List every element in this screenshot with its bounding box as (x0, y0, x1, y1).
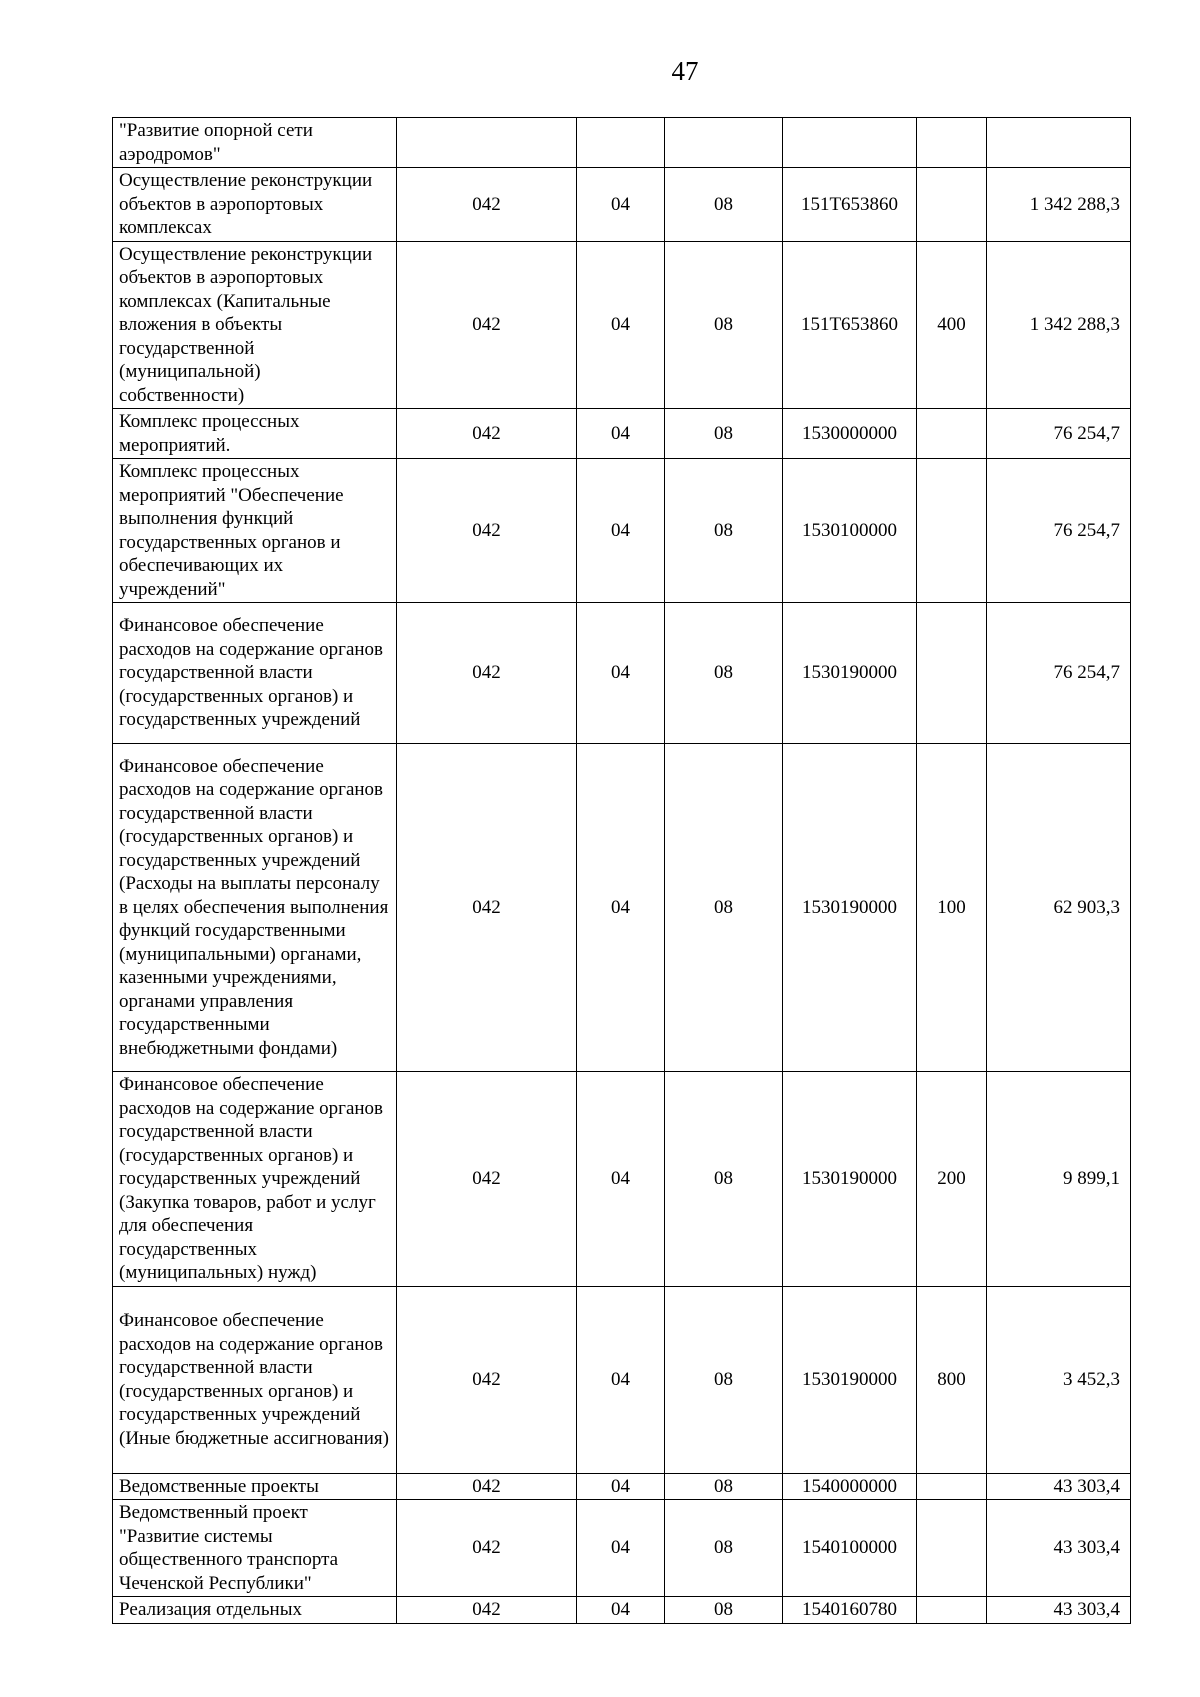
item-name-cell: Комплекс процессных мероприятий. (113, 409, 397, 459)
section-code-cell: 04 (577, 1473, 665, 1500)
expense-type-cell: 100 (917, 744, 987, 1072)
table-row (113, 1473, 1131, 1500)
table-row (113, 1286, 1131, 1473)
subsection-code-cell: 08 (665, 744, 783, 1072)
item-name-cell: Финансовое обеспечение расходов на содержание органов государственной власти (государственных органов) и государственных учреждений (Расходы на выплаты персоналу в целях обеспечения выполнения функций государственными (муниципальными) органами, казенными учреждениями, органами управления государственными внебюджетными фондами) (113, 744, 397, 1072)
subsection-code-cell: 08 (665, 241, 783, 409)
expense-type-cell (917, 1597, 987, 1624)
expense-type-cell: 400 (917, 241, 987, 409)
table-row (113, 168, 1131, 242)
table-row (113, 409, 1131, 459)
item-name-cell: "Развитие опорной сети аэродромов" (113, 118, 397, 168)
page-number: 47 (671, 56, 699, 86)
item-name-cell: Осуществление реконструкции объектов в аэропортовых комплексах (Капитальные вложения в объекты государственной (муниципальной) собственности) (113, 241, 397, 409)
item-name-cell: Финансовое обеспечение расходов на содержание органов государственной власти (государственных органов) и государственных учреждений (Закупка товаров, работ и услуг для обеспечения государственных (муниципальных) нужд) (113, 1072, 397, 1287)
target-article-cell: 1530190000 (783, 603, 917, 744)
table-row (113, 1072, 1131, 1287)
item-name-cell: Финансовое обеспечение расходов на содержание органов государственной власти (государственных органов) и государственных учреждений (Иные бюджетные ассигнования) (113, 1286, 397, 1473)
target-article-cell (783, 118, 917, 168)
section-code-cell: 04 (577, 409, 665, 459)
subsection-code-cell: 08 (665, 1286, 783, 1473)
item-name-cell: Комплекс процессных мероприятий "Обеспечение выполнения функций государственных органов и обеспечивающих их учреждений" (113, 459, 397, 603)
ministry-code-cell: 042 (397, 1286, 577, 1473)
section-code-cell: 04 (577, 168, 665, 242)
item-name-cell: Финансовое обеспечение расходов на содержание органов государственной власти (государственных органов) и государственных учреждений (113, 603, 397, 744)
ministry-code-cell: 042 (397, 744, 577, 1072)
target-article-cell: 1540100000 (783, 1500, 917, 1597)
amount-cell: 43 303,4 (987, 1500, 1131, 1597)
table-row (113, 603, 1131, 744)
expense-type-cell: 200 (917, 1072, 987, 1287)
amount-cell: 3 452,3 (987, 1286, 1131, 1473)
subsection-code-cell: 08 (665, 459, 783, 603)
expense-type-cell (917, 1500, 987, 1597)
amount-cell: 43 303,4 (987, 1597, 1131, 1624)
section-code-cell: 04 (577, 241, 665, 409)
amount-cell: 9 899,1 (987, 1072, 1131, 1287)
ministry-code-cell: 042 (397, 168, 577, 242)
table-row (113, 744, 1131, 1072)
ministry-code-cell: 042 (397, 1072, 577, 1287)
item-name-cell: Ведомственный проект "Развитие системы общественного транспорта Чеченской Республики" (113, 1500, 397, 1597)
subsection-code-cell: 08 (665, 603, 783, 744)
expense-type-cell (917, 603, 987, 744)
subsection-code-cell: 08 (665, 409, 783, 459)
ministry-code-cell: 042 (397, 1473, 577, 1500)
ministry-code-cell: 042 (397, 1500, 577, 1597)
ministry-code-cell: 042 (397, 603, 577, 744)
target-article-cell: 1530100000 (783, 459, 917, 603)
expense-type-cell (917, 459, 987, 603)
target-article-cell: 1530000000 (783, 409, 917, 459)
section-code-cell: 04 (577, 744, 665, 1072)
target-article-cell: 1530190000 (783, 1286, 917, 1473)
target-article-cell: 1530190000 (783, 1072, 917, 1287)
expense-type-cell (917, 409, 987, 459)
target-article-cell: 151T653860 (783, 168, 917, 242)
ministry-code-cell: 042 (397, 409, 577, 459)
ministry-code-cell: 042 (397, 1597, 577, 1624)
expense-type-cell (917, 1473, 987, 1500)
expense-type-cell: 800 (917, 1286, 987, 1473)
target-article-cell: 1540000000 (783, 1473, 917, 1500)
section-code-cell: 04 (577, 1072, 665, 1287)
section-code-cell: 04 (577, 1597, 665, 1624)
expense-type-cell (917, 118, 987, 168)
budget-table (112, 117, 1131, 1624)
target-article-cell: 1530190000 (783, 744, 917, 1072)
section-code-cell: 04 (577, 1500, 665, 1597)
table-body (113, 118, 1131, 1624)
target-article-cell: 151T653860 (783, 241, 917, 409)
expense-type-cell (917, 168, 987, 242)
subsection-code-cell: 08 (665, 1500, 783, 1597)
amount-cell: 76 254,7 (987, 603, 1131, 744)
section-code-cell (577, 118, 665, 168)
item-name-cell: Ведомственные проекты (113, 1473, 397, 1500)
table-row (113, 241, 1131, 409)
item-name-cell: Реализация отдельных (113, 1597, 397, 1624)
amount-cell: 76 254,7 (987, 459, 1131, 603)
ministry-code-cell: 042 (397, 241, 577, 409)
amount-cell: 62 903,3 (987, 744, 1131, 1072)
table-row (113, 459, 1131, 603)
subsection-code-cell: 08 (665, 1072, 783, 1287)
table-row (113, 1597, 1131, 1624)
section-code-cell: 04 (577, 459, 665, 603)
subsection-code-cell: 08 (665, 1597, 783, 1624)
amount-cell: 1 342 288,3 (987, 168, 1131, 242)
table-row (113, 118, 1131, 168)
subsection-code-cell: 08 (665, 168, 783, 242)
amount-cell: 1 342 288,3 (987, 241, 1131, 409)
ministry-code-cell (397, 118, 577, 168)
target-article-cell: 1540160780 (783, 1597, 917, 1624)
amount-cell: 76 254,7 (987, 409, 1131, 459)
amount-cell (987, 118, 1131, 168)
subsection-code-cell (665, 118, 783, 168)
subsection-code-cell: 08 (665, 1473, 783, 1500)
section-code-cell: 04 (577, 603, 665, 744)
item-name-cell: Осуществление реконструкции объектов в аэропортовых комплексах (113, 168, 397, 242)
section-code-cell: 04 (577, 1286, 665, 1473)
table-row (113, 1500, 1131, 1597)
ministry-code-cell: 042 (397, 459, 577, 603)
amount-cell: 43 303,4 (987, 1473, 1131, 1500)
